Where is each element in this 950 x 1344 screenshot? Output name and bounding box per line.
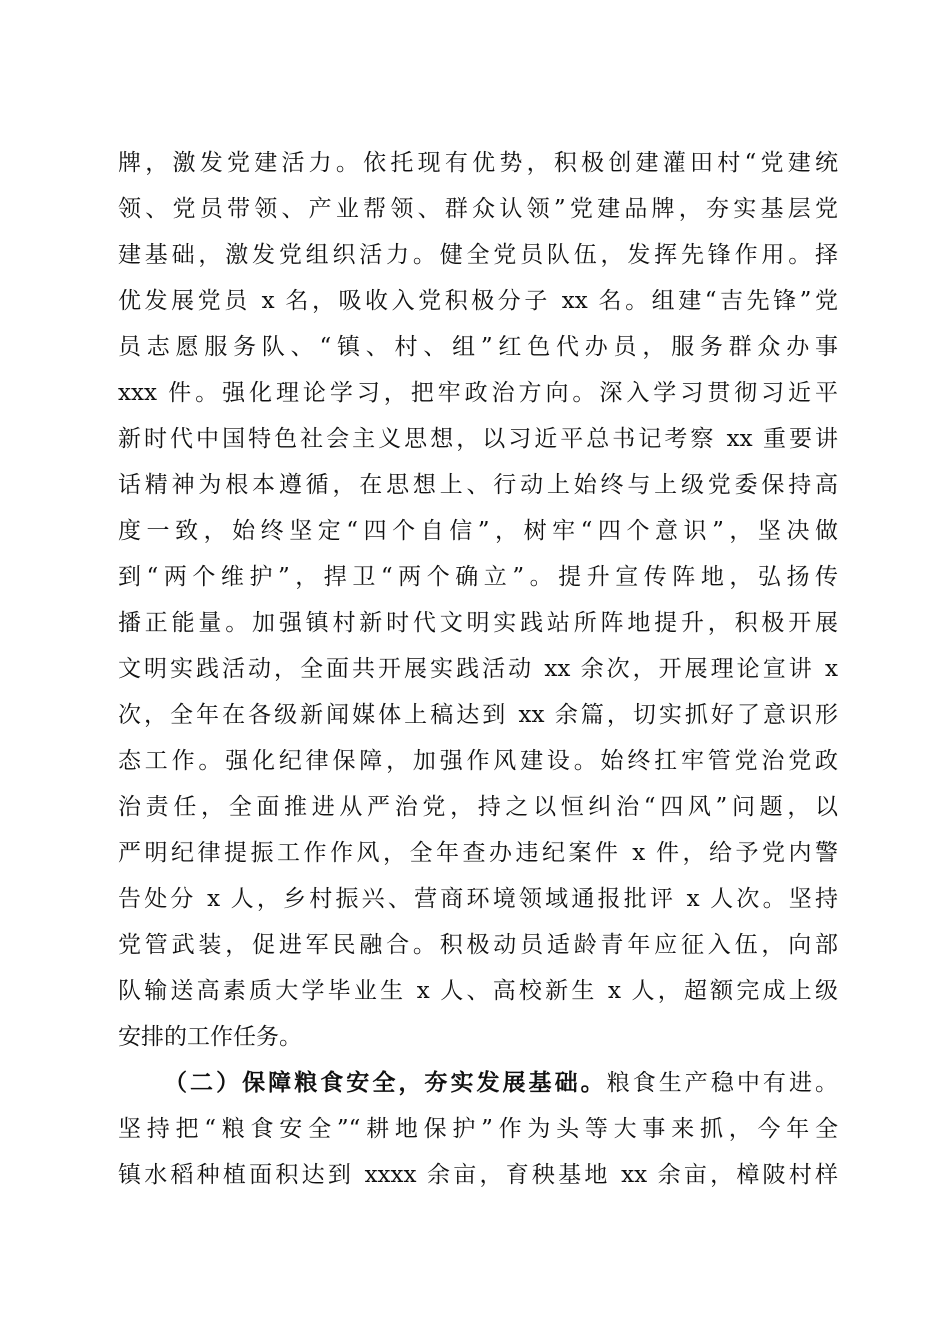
section-heading: （二）保障粮食安全，夯实发展基础。 (164, 1069, 607, 1096)
text-line: 文明实践活动，全面共开展实践活动 xx 余次，开展理论宣讲 x (118, 656, 838, 682)
text-line: 严明纪律提振工作作风，全年查办违纪案件 x 件，给予党内警 (118, 840, 838, 866)
section-heading-line (118, 1060, 838, 1106)
text-line: 播正能量。加强镇村新时代文明实践站所阵地提升，积极开展 (118, 610, 838, 636)
text-line: 优发展党员 x 名，吸收入党积极分子 xx 名。组建“吉先锋”党 (118, 288, 838, 314)
text-line: 党管武装，促进军民融合。积极动员适龄青年应征入伍，向部 (118, 932, 838, 958)
text-line: 领、党员带领、产业帮领、群众认领”党建品牌，夯实基层党 (118, 196, 838, 222)
text-line: 队输送高素质大学毕业生 x 人、高校新生 x 人，超额完成上级 (118, 978, 838, 1004)
text-line: 态工作。强化纪律保障，加强作风建设。始终扛牢管党治党政 (118, 748, 838, 774)
text-line: 话精神为根本遵循，在思想上、行动上始终与上级党委保持高 (118, 472, 838, 498)
text-line: 告处分 x 人，乡村振兴、营商环境领域通报批评 x 人次。坚持 (118, 886, 838, 912)
text-line: 度一致，始终坚定“四个自信”，树牢“四个意识”，坚决做 (118, 518, 838, 544)
text-line: 次，全年在各级新闻媒体上稿达到 xx 余篇，切实抓好了意识形 (118, 702, 838, 728)
text-line: 安排的工作任务。 (118, 1024, 302, 1050)
text-line: 新时代中国特色社会主义思想，以习近平总书记考察 xx 重要讲 (118, 426, 838, 452)
text-line: 治责任，全面推进从严治党，持之以恒纠治“四风”问题，以 (118, 794, 838, 820)
text-line: 到“两个维护”，捍卫“两个确立”。提升宣传阵地，弘扬传 (118, 564, 838, 590)
body-text (118, 140, 838, 1198)
text-line: 员志愿服务队、“镇、村、组”红色代办员，服务群众办事 (118, 334, 838, 360)
text-line: 建基础，激发党组织活力。健全党员队伍，发挥先锋作用。择 (118, 242, 838, 268)
text-line: 镇水稻种植面积达到 xxxx 余亩，育秧基地 xx 余亩，樟陂村样 (118, 1162, 838, 1188)
text-line: 坚持把“粮食安全”“耕地保护”作为头等大事来抓，今年全 (118, 1116, 838, 1142)
text-line: 牌，激发党建活力。依托现有优势，积极创建灌田村“党建统 (118, 150, 838, 176)
text-line: xxx 件。强化理论学习，把牢政治方向。深入学习贯彻习近平 (118, 380, 838, 406)
text-fragment: 粮食生产稳中有进。 (606, 1070, 839, 1096)
